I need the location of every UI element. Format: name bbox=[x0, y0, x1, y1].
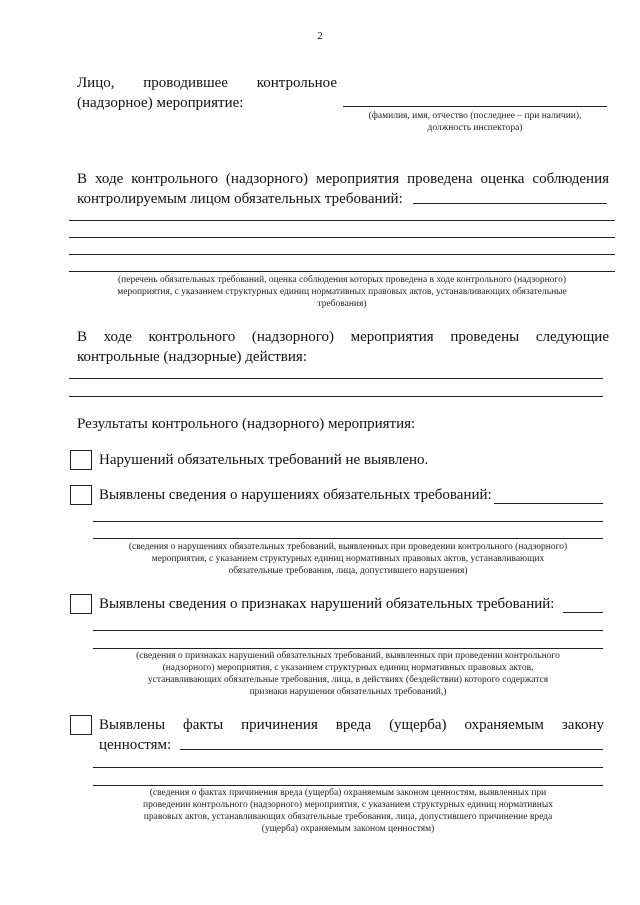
assessment-line-d[interactable] bbox=[69, 271, 615, 272]
violations-caption-line3: обязательные требования, лица, допустившего нарушения) bbox=[228, 566, 468, 576]
violations-inline-line[interactable] bbox=[494, 503, 603, 504]
actions-text bbox=[77, 327, 609, 367]
no-violations-checkbox[interactable] bbox=[70, 450, 92, 470]
assessment-line-c[interactable] bbox=[69, 254, 615, 255]
results-heading: Результаты контрольного (надзорного) мероприятия: bbox=[77, 416, 416, 432]
inspector-label bbox=[77, 73, 337, 113]
actions-line-a[interactable] bbox=[69, 378, 603, 379]
violations-line-b[interactable] bbox=[93, 538, 603, 539]
harm-facts-caption-line1: (сведения о фактах причинения вреда (ущерба) охраняемым законом ценностям, выявленных при bbox=[149, 788, 547, 798]
assessment-caption-line3: требования) bbox=[317, 299, 367, 309]
page-number: 2 bbox=[317, 30, 323, 42]
violations-caption-line2: мероприятия, с указанием структурных единиц нормативных правовых актов, устанавливающих bbox=[151, 554, 545, 564]
harm-facts-checkbox[interactable] bbox=[70, 715, 92, 735]
violations-line-a[interactable] bbox=[93, 521, 603, 522]
harm-facts-caption-line2: проведении контрольного (надзорного) мероприятия, с указанием структурных единиц нормативных bbox=[142, 800, 554, 810]
assessment-line1: В ходе контрольного (надзорного) мероприятия проведена оценка соблюдения bbox=[77, 171, 609, 187]
inspector-caption-line1: (фамилия, имя, отчество (последнее – при наличии), bbox=[368, 111, 582, 121]
violations-label: Выявлены сведения о нарушениях обязательных требований: bbox=[99, 487, 492, 503]
actions-line-b[interactable] bbox=[69, 396, 603, 397]
assessment-caption-line2: мероприятия, с указанием структурных единиц нормативных правовых актов, устанавливающих обязательные bbox=[117, 287, 567, 297]
assessment-caption bbox=[69, 274, 615, 310]
violation-signs-caption-line3: устанавливающих обязательные требования, лица, в действиях (бездействии) которого содержатся bbox=[147, 675, 549, 685]
violation-signs-caption-line2: (надзорного) мероприятия, с указанием структурных единиц нормативных правовых актов, bbox=[162, 663, 534, 673]
harm-facts-line-a[interactable] bbox=[93, 767, 603, 768]
harm-facts-line1: Выявлены факты причинения вреда (ущерба) охраняемым закону bbox=[99, 717, 604, 733]
assessment-line2: контролируемым лицом обязательных требований: bbox=[77, 191, 403, 207]
actions-line2: контрольные (надзорные) действия: bbox=[77, 349, 307, 365]
violation-signs-line-a[interactable] bbox=[93, 630, 603, 631]
inspector-label-line1: Лицо, проводившее контрольное bbox=[77, 75, 337, 91]
violations-checkbox[interactable] bbox=[70, 485, 92, 505]
violation-signs-caption-line1: (сведения о признаках нарушений обязательных требований, выявленных при проведении контрольного bbox=[136, 651, 560, 661]
violation-signs-checkbox[interactable] bbox=[70, 594, 92, 614]
assessment-line-b[interactable] bbox=[69, 237, 615, 238]
inspector-signature-line[interactable] bbox=[343, 106, 607, 107]
assessment-caption-line1: (перечень обязательных требований, оценка соблюдения которых проведена в ходе контрольного (надзорного) bbox=[117, 275, 567, 285]
inspector-caption bbox=[343, 110, 607, 134]
violation-signs-line-b[interactable] bbox=[93, 648, 603, 649]
inspector-caption-line2: должность инспектора) bbox=[427, 123, 523, 133]
violation-signs-caption bbox=[93, 650, 603, 698]
harm-facts-caption-line4: (ущерба) охраняемым законом ценностям) bbox=[261, 824, 435, 834]
violation-signs-inline-line[interactable] bbox=[563, 612, 603, 613]
violations-caption bbox=[93, 541, 603, 577]
inspector-label-line2: (надзорное) мероприятие: bbox=[77, 95, 244, 111]
harm-facts-line2: ценностям: bbox=[99, 737, 172, 753]
harm-facts-caption-line3: правовых актов, устанавливающих обязательные требования, лица, допустившего причинение вреда bbox=[143, 812, 553, 822]
harm-facts-caption bbox=[93, 787, 603, 835]
no-violations-label: Нарушений обязательных требований не выявлено. bbox=[99, 452, 429, 468]
violations-caption-line1: (сведения о нарушениях обязательных требований, выявленных при проведении контрольного (надзорного) bbox=[128, 542, 568, 552]
assessment-line-a[interactable] bbox=[69, 220, 615, 221]
harm-facts-inline-line[interactable] bbox=[180, 749, 603, 750]
harm-facts-line-b[interactable] bbox=[93, 785, 603, 786]
violation-signs-caption-line4: признаки нарушения обязательных требований,) bbox=[249, 687, 447, 697]
violation-signs-label: Выявлены сведения о признаках нарушений обязательных требований: bbox=[99, 596, 555, 612]
assessment-inline-line[interactable] bbox=[413, 203, 607, 204]
actions-line1: В ходе контрольного (надзорного) мероприятия проведены следующие bbox=[77, 329, 609, 345]
